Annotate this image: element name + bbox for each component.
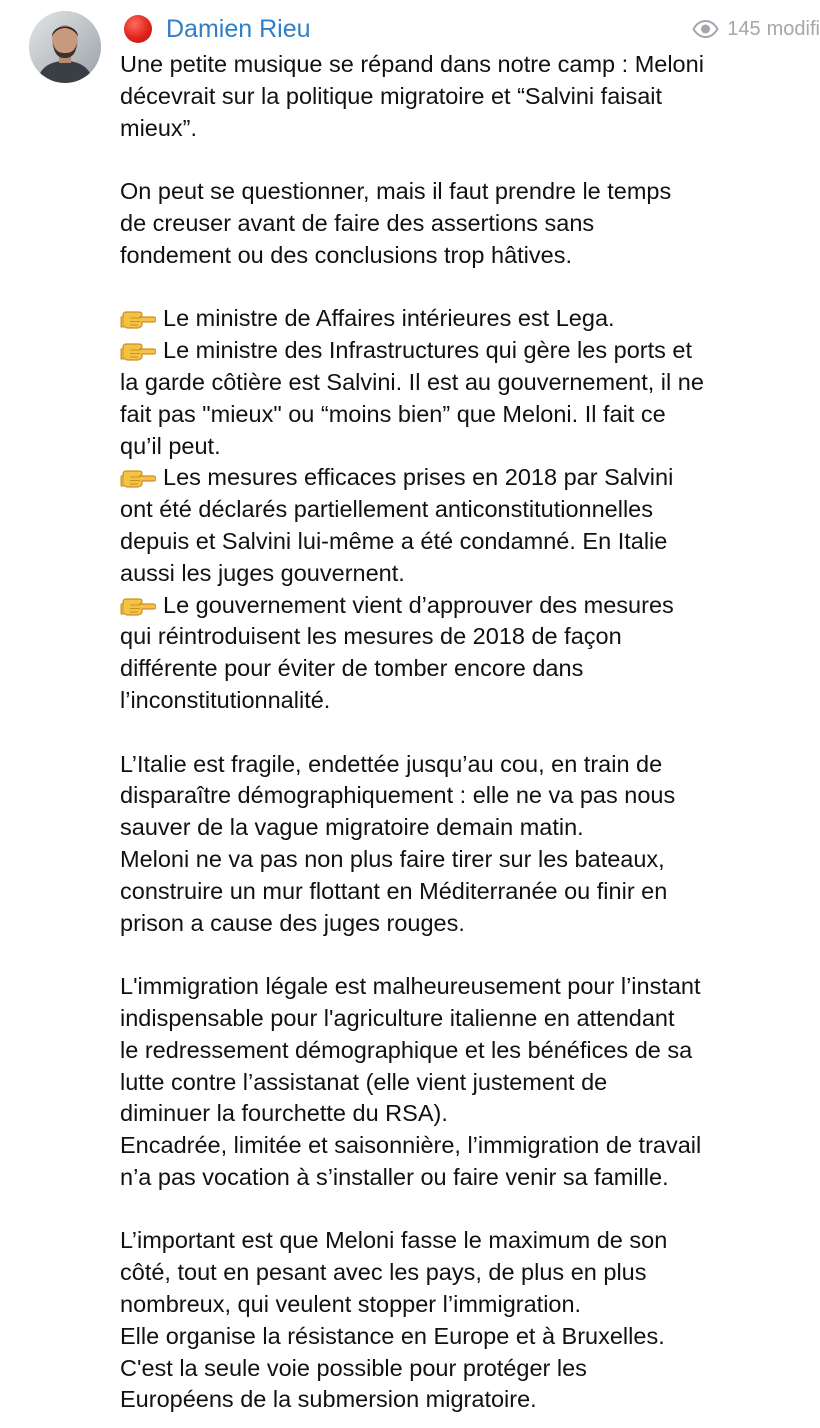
text-line xyxy=(120,208,810,240)
text-line-content: l’inconstitutionnalité. xyxy=(120,686,331,713)
edited-label: modifi xyxy=(766,17,820,40)
text-line-content: lutte contre l’assistanat (elle vient justement de xyxy=(120,1068,608,1095)
text-line xyxy=(120,780,810,812)
text-line-content: construire un mur flottant en Méditerranée ou finir en xyxy=(120,877,668,904)
text-line-content: qu’il peut. xyxy=(120,432,221,459)
text-line-content: Elle organise la résistance en Europe et à Bruxelles. xyxy=(120,1322,665,1349)
text-line xyxy=(120,876,810,908)
text-line-content: L’important est que Meloni fasse le maximum de son xyxy=(120,1227,668,1254)
text-line xyxy=(120,844,810,876)
text-line-content: Une petite musique se répand dans notre camp : Meloni xyxy=(120,51,704,77)
paragraph xyxy=(120,971,810,1194)
text-line-content: de creuser avant de faire des assertions sans xyxy=(120,209,595,236)
pointing-right-icon xyxy=(120,307,156,329)
text-line-content: sauver de la vague migratoire demain matin. xyxy=(120,814,584,841)
text-line xyxy=(120,1067,810,1099)
text-line-content: décevrait sur la politique migratoire et “Salvini faisait xyxy=(120,82,663,109)
text-line xyxy=(120,558,810,590)
view-count: 145 xyxy=(727,17,761,40)
text-line xyxy=(120,812,810,844)
text-line-content: L’Italie est fragile, endettée jusqu’au cou, en train de xyxy=(120,750,663,777)
text-line-content: la garde côtière est Salvini. Il est au gouvernement, il ne xyxy=(120,368,704,395)
text-line-content: Encadrée, limitée et saisonnière, l’immigration de travail xyxy=(120,1132,702,1159)
author-avatar[interactable] xyxy=(29,11,101,83)
text-line-content: Le gouvernement vient d’approuver des mesures xyxy=(163,591,674,618)
text-line-content: qui réintroduisent les mesures de 2018 de façon xyxy=(120,623,622,650)
text-line-content: mieux”. xyxy=(120,114,198,141)
text-line xyxy=(120,590,810,622)
text-line xyxy=(120,971,810,1003)
text-line xyxy=(120,653,810,685)
text-line xyxy=(120,113,810,145)
avatar-photo xyxy=(29,11,101,83)
paragraph xyxy=(120,303,810,716)
text-line-content: disparaître démographiquement : elle ne va pas nous xyxy=(120,782,676,809)
text-line-content: C'est la seule voie possible pour protéger les xyxy=(120,1354,587,1381)
text-line-content: depuis et Salvini lui-même a été condamné. En Italie xyxy=(120,527,668,554)
text-line xyxy=(120,526,810,558)
text-line xyxy=(120,1035,810,1067)
text-line-content: Les mesures efficaces prises en 2018 par Salvini xyxy=(163,464,674,491)
text-line xyxy=(120,240,810,272)
text-line-content: fait pas "mieux" ou “moins bien” que Meloni. Il fait ce xyxy=(120,400,666,427)
text-line-content: nombreux, qui veulent stopper l’immigration. xyxy=(120,1291,582,1318)
text-line-content: diminuer la fourchette du RSA). xyxy=(120,1100,448,1127)
text-line-content: ont été déclarés partiellement anticonstitutionnelles xyxy=(120,496,653,523)
text-line-content: fondement ou des conclusions trop hâtives. xyxy=(120,241,572,268)
text-line xyxy=(120,1257,810,1289)
paragraph xyxy=(120,749,810,940)
text-line-content: aussi les juges gouvernent. xyxy=(120,559,405,586)
paragraph xyxy=(120,176,810,271)
post-meta xyxy=(692,14,820,44)
text-line xyxy=(120,1098,810,1130)
text-line xyxy=(120,367,810,399)
text-line-content: On peut se questionner, mais il faut prendre le temps xyxy=(120,178,672,205)
pointing-right-icon xyxy=(120,466,156,488)
text-line-content: différente pour éviter de tomber encore dans xyxy=(120,655,584,682)
text-line-content: prison a cause des juges rouges. xyxy=(120,909,465,936)
red-circle-icon xyxy=(124,15,152,43)
paragraph xyxy=(120,49,810,144)
eye-icon xyxy=(692,20,719,38)
text-line xyxy=(120,908,810,940)
text-line-content: Européens de la submersion migratoire. xyxy=(120,1386,537,1413)
text-line xyxy=(120,431,810,463)
pointing-right-icon xyxy=(120,339,156,361)
text-line xyxy=(120,335,810,367)
text-line xyxy=(120,1003,810,1035)
text-line xyxy=(120,49,810,81)
text-line xyxy=(120,1321,810,1353)
text-line-content: Le ministre de Affaires intérieures est Lega. xyxy=(163,305,615,332)
text-line-content: côté, tout en pesant avec les pays, de plus en plus xyxy=(120,1259,647,1286)
message-text xyxy=(120,49,810,1416)
text-line-content: indispensable pour l'agriculture italienne en attendant xyxy=(120,1004,675,1031)
text-line-content: Meloni ne va pas non plus faire tirer sur les bateaux, xyxy=(120,845,665,872)
text-line xyxy=(120,621,810,653)
post-header xyxy=(121,8,820,48)
text-line xyxy=(120,1225,810,1257)
text-line xyxy=(120,1130,810,1162)
text-line xyxy=(120,749,810,781)
text-line-content: le redressement démographique et les bénéfices de sa xyxy=(120,1036,693,1063)
pointing-right-icon xyxy=(120,594,156,616)
text-line-content: n’a pas vocation à s’installer ou faire venir sa famille. xyxy=(120,1163,669,1190)
text-line xyxy=(120,1384,810,1416)
text-line xyxy=(120,81,810,113)
text-line xyxy=(120,685,810,717)
text-line xyxy=(120,1162,810,1194)
text-line xyxy=(120,399,810,431)
text-line xyxy=(120,303,810,335)
author-name[interactable]: Damien Rieu xyxy=(166,15,311,43)
paragraph xyxy=(120,1225,810,1416)
text-line xyxy=(120,494,810,526)
text-line xyxy=(120,176,810,208)
text-line xyxy=(120,1353,810,1385)
text-line xyxy=(120,1289,810,1321)
text-line xyxy=(120,462,810,494)
text-line-content: Le ministre des Infrastructures qui gère les ports et xyxy=(163,337,692,364)
text-line-content: L'immigration légale est malheureusement pour l’instant xyxy=(120,973,701,1000)
